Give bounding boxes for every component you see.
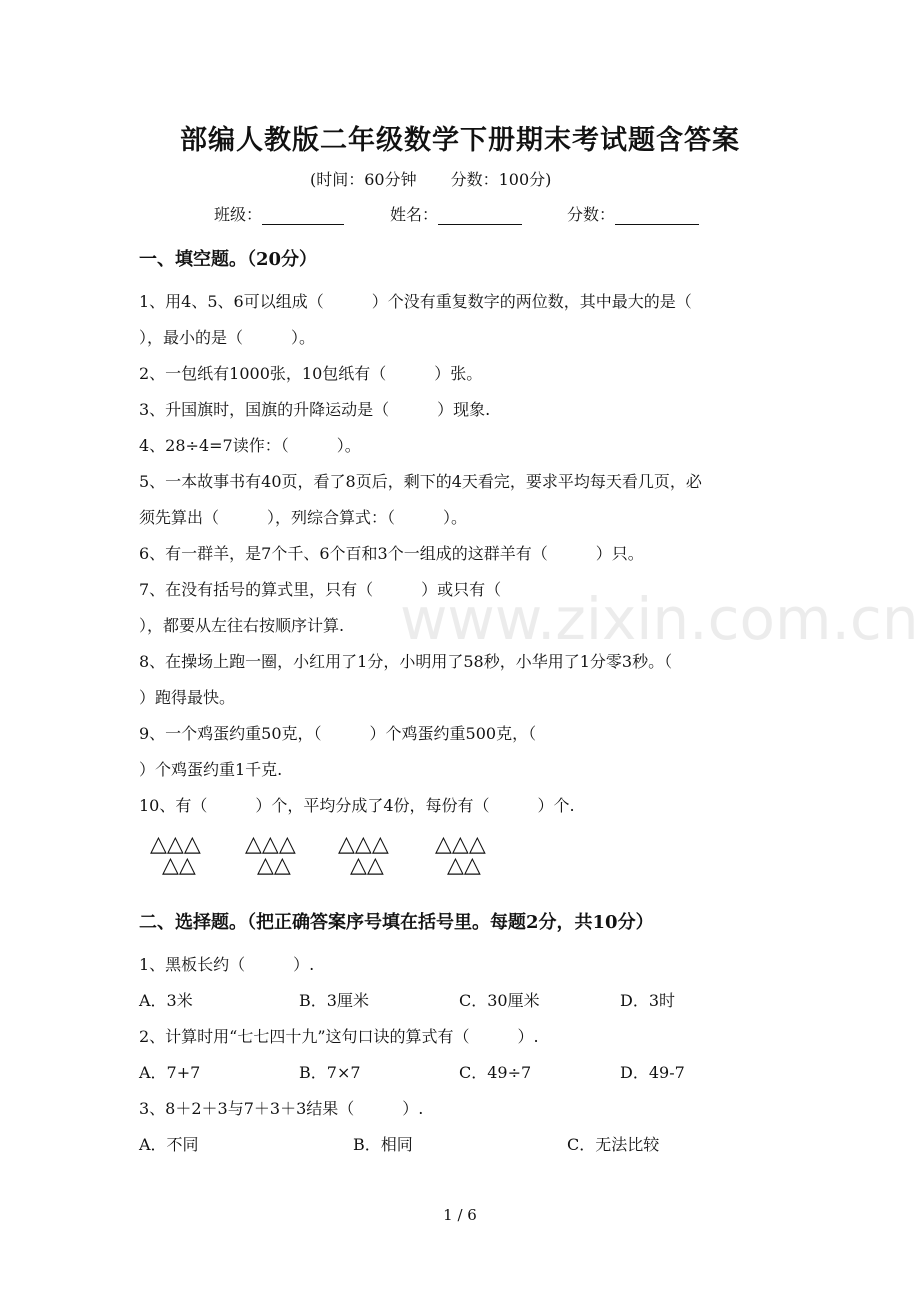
choice-option-b[interactable]: B．3厘米	[299, 991, 369, 1010]
name-label: 姓名：	[390, 205, 439, 224]
choice-question-3: 3、8＋2＋3与7＋3＋3结果（ ）.	[139, 1099, 424, 1118]
triangle-row-top: △△△	[338, 832, 389, 857]
fill-line-7: 须先算出（ ），列综合算式：（ ）。	[139, 508, 468, 527]
subtitle	[310, 167, 585, 190]
triangle-row-bottom: △△	[447, 853, 481, 878]
triangle-group-2	[245, 832, 296, 878]
choice-question-2: 2、计算时用“七七四十九”这句口诀的算式有（ ）.	[139, 1027, 539, 1046]
triangle-row-bottom: △△	[257, 853, 291, 878]
triangle-row-bottom: △△	[162, 853, 196, 878]
section1-heading: 一、填空题。（20分）	[139, 249, 318, 270]
choice-option-d[interactable]: D．49-7	[620, 1063, 685, 1082]
fill-line-2: ），最小的是（ ）。	[139, 328, 316, 347]
class-field	[214, 202, 344, 225]
fill-line-1: 1、用4、5、6可以组成（ ）个没有重复数字的两位数，其中最大的是（	[139, 292, 692, 311]
page-title: 部编人教版二年级数学下册期末考试题含答案	[180, 125, 740, 156]
score-text: 分数：100分)	[450, 170, 552, 189]
triangle-row-top: △△△	[245, 832, 296, 857]
class-label: 班级：	[214, 205, 263, 224]
triangle-row-top: △△△	[435, 832, 486, 857]
choice-option-d[interactable]: D．3时	[620, 991, 676, 1010]
choice-question-1: 1、黑板长约（ ）.	[139, 955, 315, 974]
fill-line-5: 4、28÷4=7读作：（ ）。	[139, 436, 361, 455]
score-field	[567, 202, 699, 225]
fill-line-4: 3、升国旗时，国旗的升降运动是（ ）现象.	[139, 400, 491, 419]
triangle-group-4	[435, 832, 486, 878]
choice-option-b[interactable]: B．7×7	[299, 1063, 361, 1082]
class-blank[interactable]	[262, 206, 344, 225]
section2-heading: 二、选择题。（把正确答案序号填在括号里。每题2分，共10分）	[139, 912, 654, 933]
choice-option-c[interactable]: C．49÷7	[459, 1063, 532, 1082]
triangle-row-top: △△△	[150, 832, 201, 857]
fill-line-3: 2、一包纸有1000张，10包纸有（ ）张。	[139, 364, 483, 383]
fill-line-15: 10、有（ ）个，平均分成了4份，每份有（ ）个.	[139, 796, 575, 815]
fill-line-10: ），都要从左往右按顺序计算.	[139, 616, 345, 635]
choice-option-c[interactable]: C．30厘米	[459, 991, 540, 1010]
fill-line-8: 6、有一群羊，是7个千、6个百和3个一组成的这群羊有（ ）只。	[139, 544, 644, 563]
name-field	[390, 202, 522, 225]
fill-line-11: 8、在操场上跑一圈，小红用了1分，小明用了58秒，小华用了1分零3秒。（	[139, 652, 673, 671]
name-blank[interactable]	[438, 206, 522, 225]
page-number: 1 / 6	[443, 1206, 477, 1224]
score-label: 分数：	[567, 205, 616, 224]
triangle-group-3	[338, 832, 389, 878]
choice-option-b[interactable]: B．相同	[353, 1135, 413, 1154]
choice-option-c[interactable]: C．无法比较	[567, 1135, 660, 1154]
choice-option-a[interactable]: A．7+7	[139, 1063, 201, 1082]
choice-option-a[interactable]: A．不同	[139, 1135, 199, 1154]
fill-line-14: ）个鸡蛋约重1千克.	[139, 760, 283, 779]
time-text: (时间：60分钟	[310, 170, 417, 189]
fill-line-9: 7、在没有括号的算式里，只有（ ）或只有（	[139, 580, 502, 599]
triangle-group-1	[150, 832, 201, 878]
watermark: www.zixin.com.cn	[400, 585, 919, 653]
triangle-row-bottom: △△	[350, 853, 384, 878]
choice-option-a[interactable]: A．3米	[139, 991, 193, 1010]
fill-line-13: 9、一个鸡蛋约重50克，（ ）个鸡蛋约重500克，（	[139, 724, 537, 743]
fill-line-6: 5、一本故事书有40页，看了8页后，剩下的4天看完，要求平均每天看几页，必	[139, 472, 702, 491]
score-blank[interactable]	[615, 206, 699, 225]
fill-line-12: ）跑得最快。	[139, 688, 236, 707]
